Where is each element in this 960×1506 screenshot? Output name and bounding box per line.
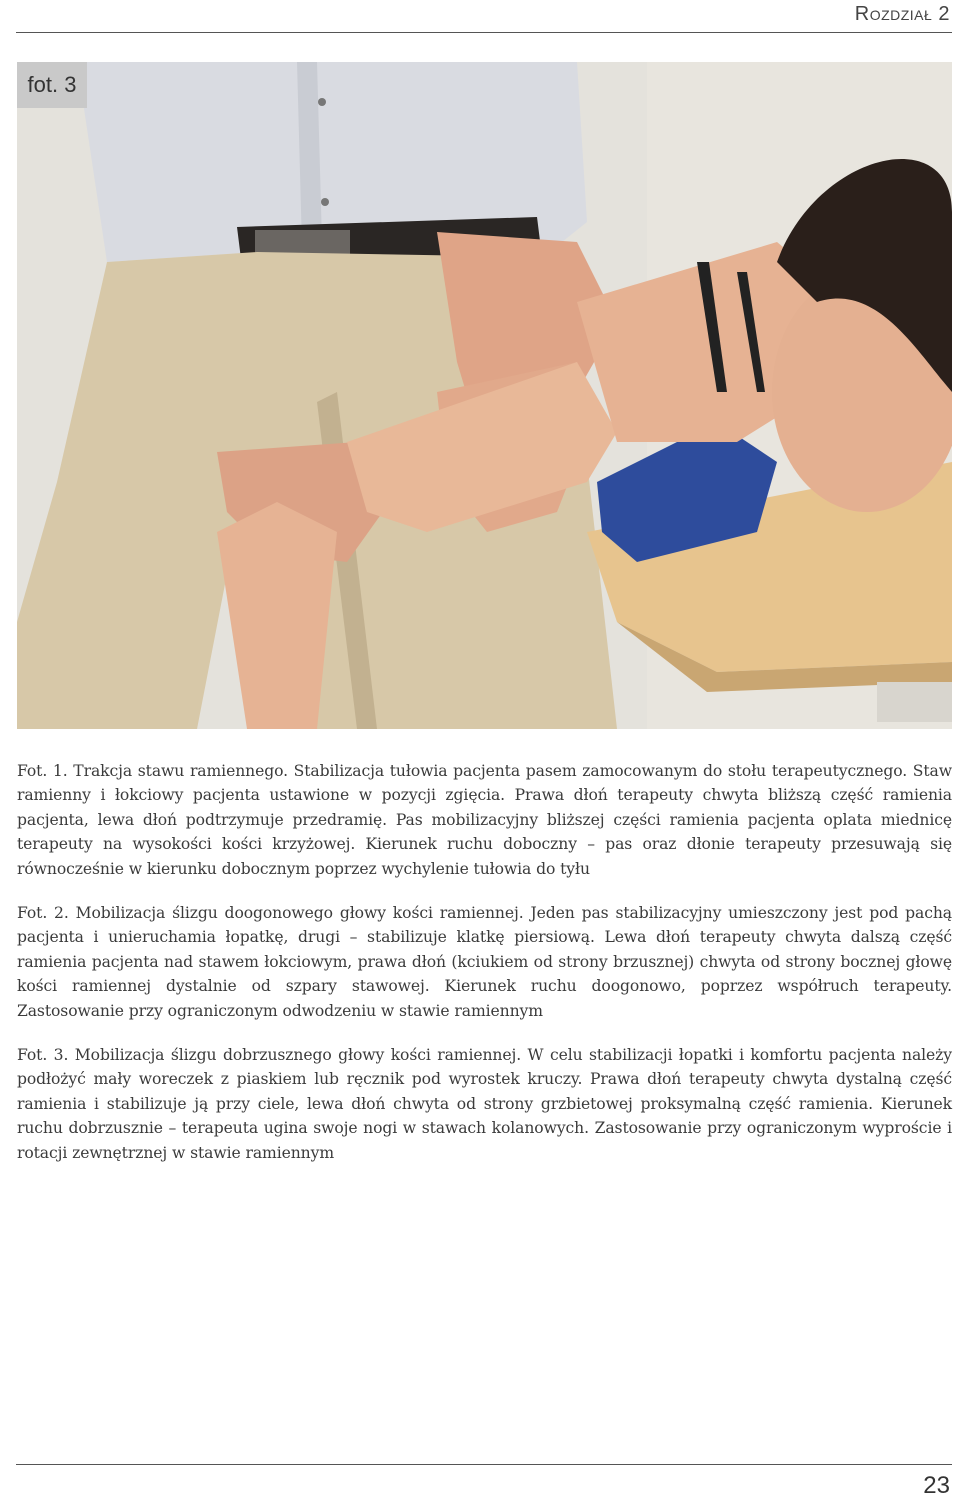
figure-photo bbox=[17, 62, 952, 729]
caption-fot3: Fot. 3. Mobilizacja ślizgu dobrzusznego głowy kości ramiennej. W celu stabilizacji łopatki i komfortu pacjenta należy podłożyć mały woreczek z piaskiem lub ręcznik pod wyrostek kruczy. Prawa dłoń terapeuty chwyta dystalną część ramienia i stabilizuje ją przy ciele, lewa dłoń chwyta od strony grzbietowej proksymalną część ramienia. Kierunek ruchu dobrzusznie – terapeuta ugina swoje nogi w stawach kolanowych. Zastosowanie przy ograniczonym wyproście i rotacji zewnętrznej w stawie ramiennym bbox=[17, 1046, 952, 1162]
caption-fot1: Fot. 1. Trakcja stawu ramiennego. Stabilizacja tułowia pacjenta pasem zamocowanym do stołu terapeutycznego. Staw ramienny i łokciowy pacjenta ustawione w pozycji zgięcia. Prawa dłoń terapeuty chwyta bliższą część ramienia pacjenta, lewa dłoń podtrzymuje przedramię. Pas mobilizacyjny bliższej części ramienia pacjenta oplata miednicę terapeuty na wysokości kości krzyżowej. Kierunek ruchu doboczny – pas oraz dłonie terapeuty przesuwają się równocześnie w kierunku dobocznym poprzez wychylenie tułowia do tyłu bbox=[17, 762, 952, 878]
physiotherapy-photo-icon bbox=[17, 62, 952, 729]
header-rule bbox=[16, 32, 952, 33]
caption-fot2: Fot. 2. Mobilizacja ślizgu doogonowego głowy kości ramiennej. Jeden pas stabilizacyjny umieszczony jest pod pachą pacjenta i unieruchamia łopatkę, drugi – stabilizuje klatkę piersiową. Lewa dłoń terapeuty chwyta dalszą część ramienia pacjenta nad stawem łokciowym, prawa dłoń (kciukiem od strony brzusznej) chwyta od strony bocznej głowę kości ramiennej dystalnie od szpary stawowej. Kierunek ruchu doogonowo, poprzez współruch terapeuty. Zastosowanie przy ograniczonym odwodzeniu w stawie ramiennym bbox=[17, 904, 952, 1020]
captions bbox=[17, 759, 952, 1185]
chapter-header: Rozdział 2 bbox=[854, 3, 950, 25]
footer-rule bbox=[16, 1464, 952, 1465]
page-number: 23 bbox=[923, 1472, 950, 1499]
figure-label: fot. 3 bbox=[17, 62, 87, 108]
